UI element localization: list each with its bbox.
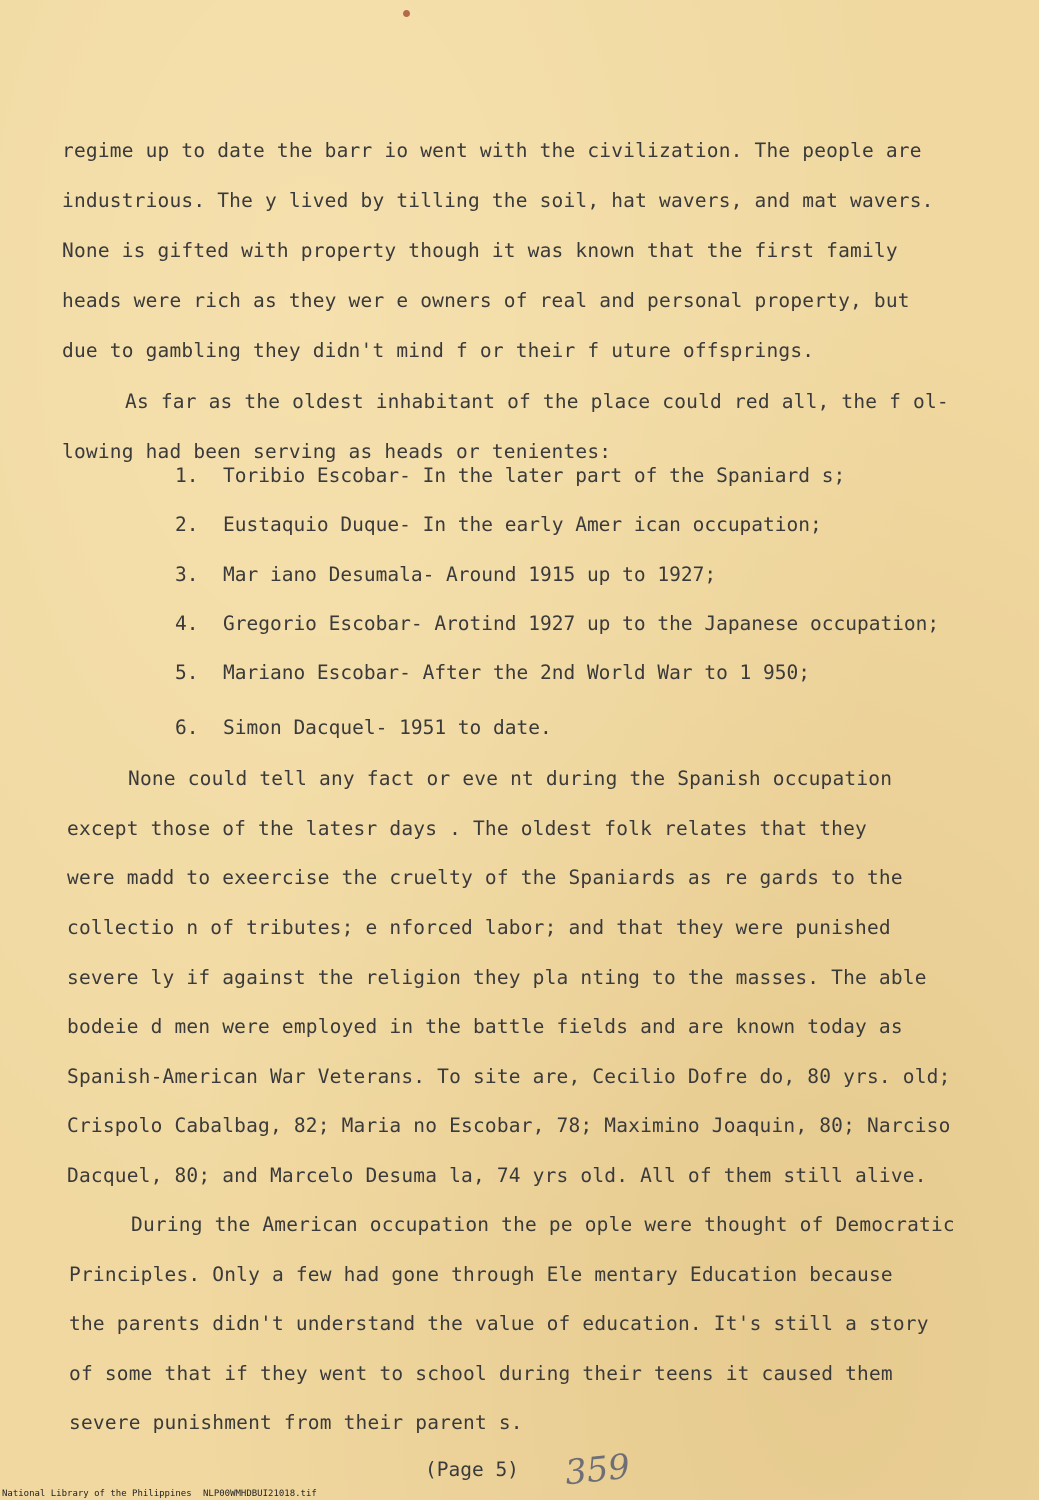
text-line: were madd to exeercise the cruelty of the Spaniards as re gards to the xyxy=(67,866,903,889)
text-line: the parents didn't understand the value of education. It's still a story xyxy=(69,1312,929,1335)
list-text: Mar iano Desumala- Around 1915 up to 1927; xyxy=(223,563,717,586)
list-text: Eustaquio Duque- In the early Amer ican occupation; xyxy=(223,513,822,536)
text-line: Crispolo Cabalbag, 82; Maria no Escobar, 78; Maximino Joaquin, 80; Narciso xyxy=(67,1114,951,1137)
list-text: Mariano Escobar- After the 2nd World War to 1 950; xyxy=(223,661,810,684)
text-line: severe ly if against the religion they pla nting to the masses. The able xyxy=(67,966,927,989)
text-line: regime up to date the barr io went with the civilization. The people are xyxy=(62,139,922,162)
text-line: None could tell any fact or eve nt during the Spanish occupation xyxy=(128,767,893,790)
text-line: except those of the latesr days . The oldest folk relates that they xyxy=(67,817,867,840)
page-number: (Page 5) xyxy=(425,1458,519,1481)
text-line: bodeie d men were employed in the battle fields and are known today as xyxy=(67,1015,903,1038)
footer-filename: NLP00WMHDBUI21018.tif xyxy=(203,1489,317,1499)
text-line: During the American occupation the pe ople were thought of Democratic xyxy=(131,1213,955,1236)
text-line: collectio n of tributes; e nforced labor; and that they were punished xyxy=(67,916,891,939)
list-number: 4. xyxy=(175,612,199,635)
text-line: heads were rich as they wer e owners of real and personal property, but xyxy=(62,289,910,312)
list-item xyxy=(175,464,845,488)
list-text: Gregorio Escobar- Arotind 1927 up to the Japanese occupation; xyxy=(223,612,940,635)
list-number: 2. xyxy=(175,513,199,536)
handwritten-page-number: 359 xyxy=(563,1446,632,1494)
list-item xyxy=(175,716,552,740)
list-number: 1. xyxy=(175,464,199,487)
list-number: 3. xyxy=(175,563,199,586)
list-item xyxy=(175,563,716,587)
list-item xyxy=(175,661,810,685)
text-line: of some that if they went to school during their teens it caused them xyxy=(69,1362,893,1385)
text-line: industrious. The y lived by tilling the soil, hat wavers, and mat wavers. xyxy=(62,189,934,212)
text-line: due to gambling they didn't mind f or their f uture offsprings. xyxy=(62,339,815,362)
text-line: As far as the oldest inhabitant of the place could red all, the f ol- xyxy=(125,390,949,413)
list-text: Toribio Escobar- In the later part of the Spaniard s; xyxy=(223,464,846,487)
list-number: 5. xyxy=(175,661,199,684)
list-item xyxy=(175,612,939,636)
text-line: severe punishment from their parent s. xyxy=(69,1411,523,1434)
text-line: None is gifted with property though it was known that the first family xyxy=(62,239,898,262)
text-line: Spanish-American War Veterans. To site are, Cecilio Dofre do, 80 yrs. old; xyxy=(67,1065,951,1088)
text-line: Principles. Only a few had gone through Ele mentary Education because xyxy=(69,1263,893,1286)
footer-institution: National Library of the Philippines xyxy=(2,1489,192,1499)
paper-mark xyxy=(403,10,410,17)
text-line: lowing had been serving as heads or tenientes: xyxy=(62,440,612,463)
list-text: Simon Dacquel- 1951 to date. xyxy=(223,716,552,739)
list-number: 6. xyxy=(175,716,199,739)
text-line: Dacquel, 80; and Marcelo Desuma la, 74 yrs old. All of them still alive. xyxy=(67,1164,927,1187)
list-item xyxy=(175,513,822,537)
